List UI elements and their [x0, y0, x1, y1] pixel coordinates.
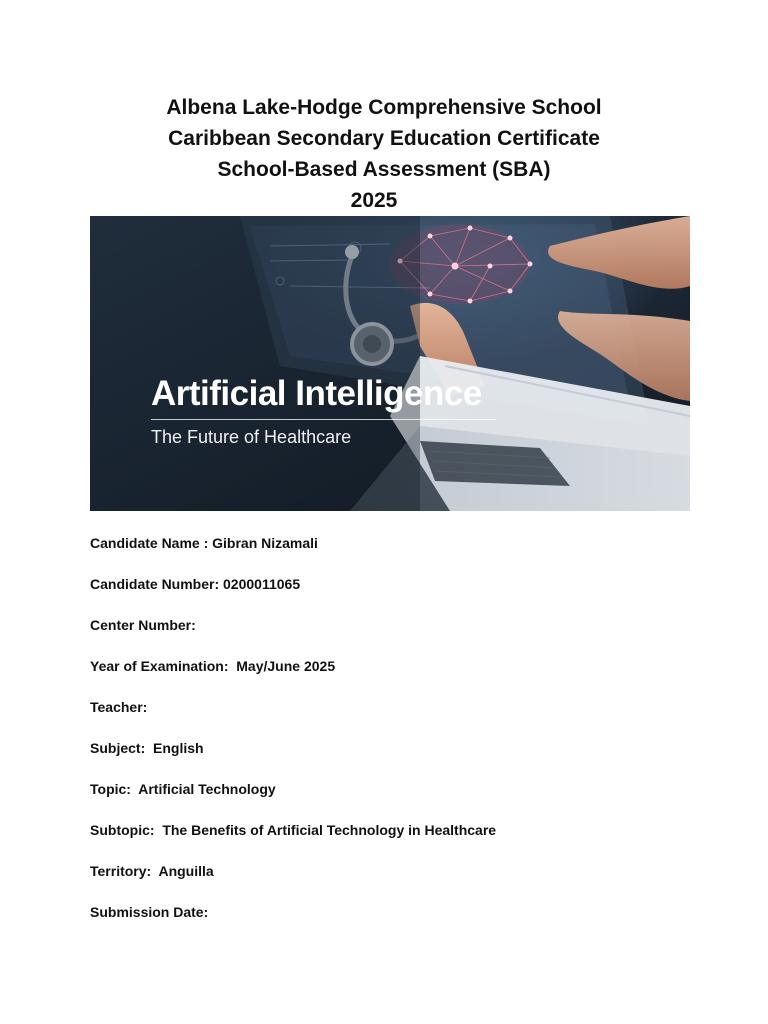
banner-divider [151, 419, 496, 420]
school-name: Albena Lake-Hodge Comprehensive School [166, 96, 602, 119]
banner-illustration [90, 216, 690, 511]
field-value: The Benefits of Artificial Technology in Healthcare [158, 822, 497, 838]
field-label: Territory: [90, 863, 152, 879]
field-label: Candidate Name : [90, 535, 209, 551]
field-value: Anguilla [155, 863, 214, 879]
field-value: 0200011065 [223, 576, 301, 592]
field-candidate-number [90, 575, 710, 616]
field-label: Teacher: [90, 699, 148, 715]
field-label: Submission Date: [90, 904, 209, 920]
field-label: Subtopic: [90, 822, 155, 838]
field-value: Artificial Technology [134, 781, 276, 797]
field-candidate-name [90, 534, 710, 575]
field-submission-date [90, 903, 710, 944]
cover-banner-image [90, 216, 690, 511]
field-topic [90, 780, 710, 821]
banner-title: Artificial Intelligence [151, 374, 482, 413]
field-label: Subject: [90, 740, 146, 756]
field-label: Topic: [90, 781, 131, 797]
field-label: Center Number: [90, 617, 196, 633]
field-center-number [90, 616, 710, 657]
field-value: Gibran Nizamali [212, 535, 318, 551]
field-subject [90, 739, 710, 780]
field-subtopic [90, 821, 710, 862]
field-teacher [90, 698, 710, 739]
banner-subtitle: The Future of Healthcare [151, 427, 352, 447]
candidate-details [90, 534, 710, 944]
field-territory [90, 862, 710, 903]
field-label: Candidate Number: [90, 576, 220, 592]
field-year-of-examination [90, 657, 710, 698]
assessment-name: School-Based Assessment (SBA) [217, 158, 551, 181]
field-value: May/June 2025 [232, 658, 336, 674]
field-value: English [149, 740, 204, 756]
field-label: Year of Examination: [90, 658, 229, 674]
certificate-name: Caribbean Secondary Education Certificate [168, 127, 600, 150]
assessment-year: 2025 [350, 189, 398, 212]
cover-title [0, 92, 768, 216]
